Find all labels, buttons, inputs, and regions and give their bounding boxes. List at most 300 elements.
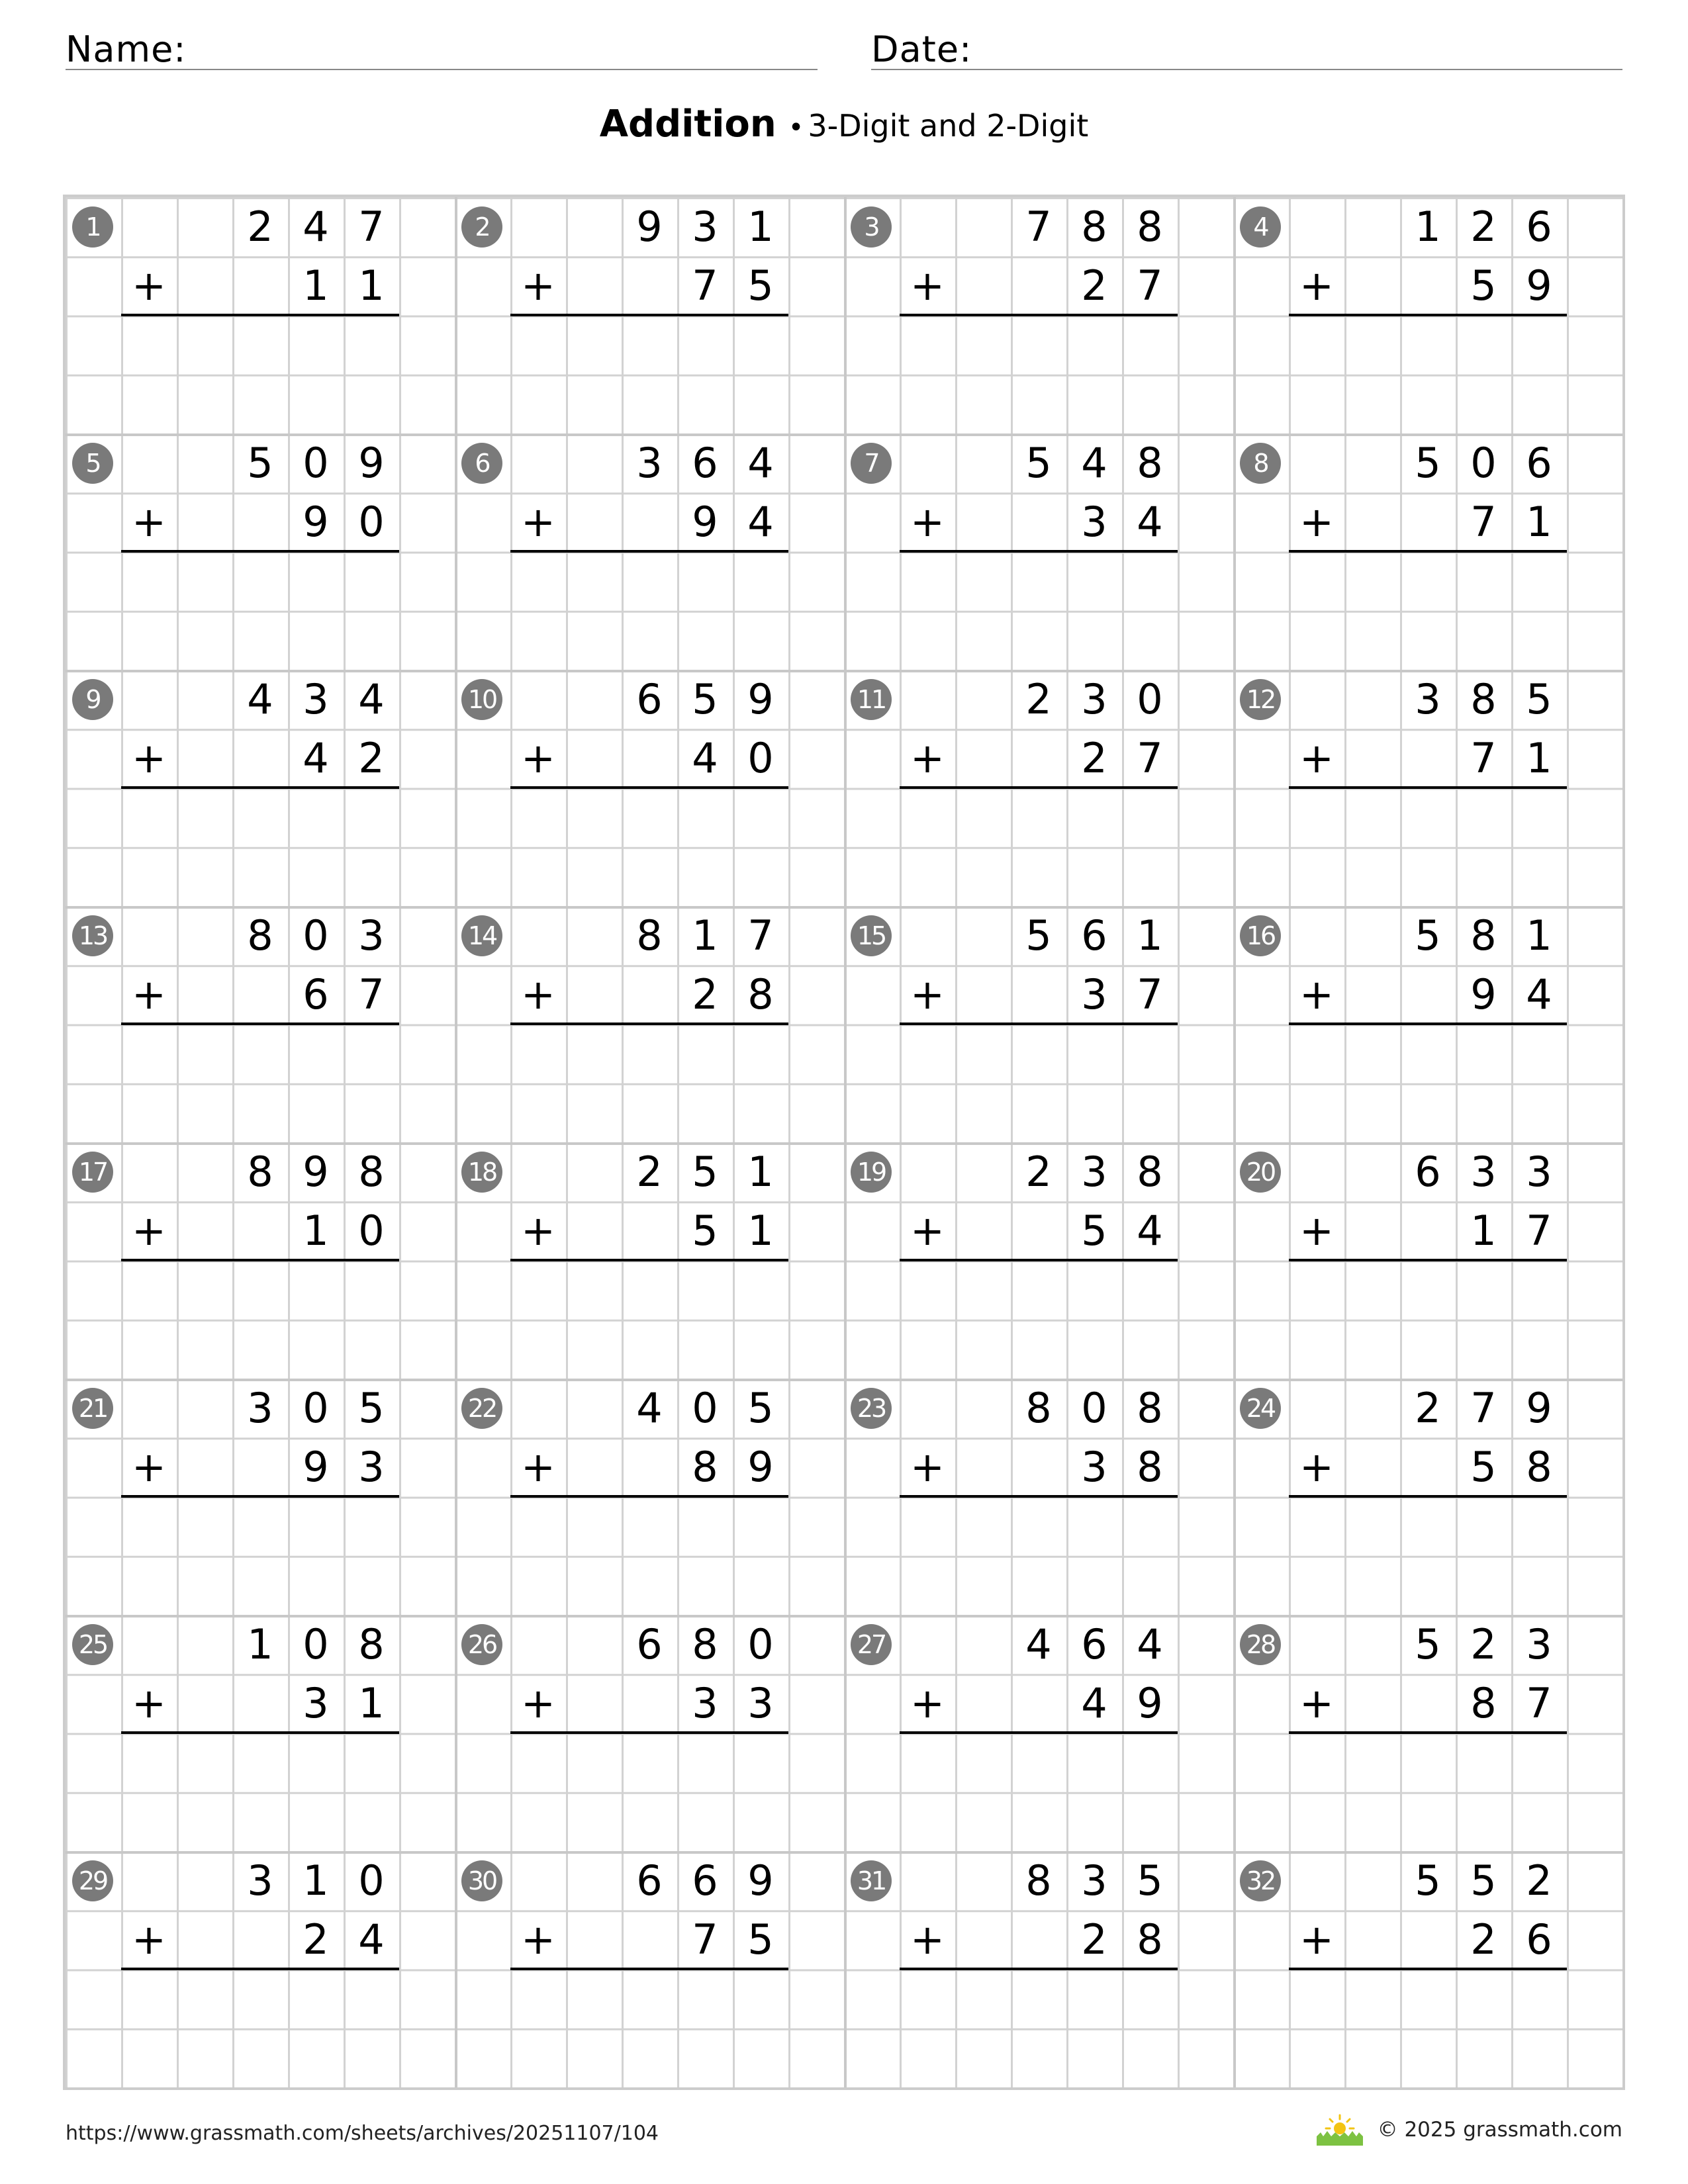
- sun-icon: [1326, 2115, 1354, 2134]
- answer-line: [1289, 1495, 1567, 1498]
- digit: [1011, 729, 1066, 788]
- addend-bottom: [1400, 729, 1567, 788]
- problem-number-badge: 10: [461, 679, 502, 720]
- problem-block: [1233, 433, 1622, 670]
- digit: 7: [692, 1915, 718, 1964]
- digit: 5: [1025, 911, 1052, 960]
- addend-bottom: [232, 1201, 399, 1260]
- digit: 5: [1526, 675, 1552, 723]
- digit: [1400, 729, 1456, 788]
- digit: 2: [1470, 203, 1497, 251]
- addend-top: [622, 906, 788, 965]
- problem-block: [455, 1142, 844, 1379]
- addend-top: [622, 1142, 788, 1201]
- answer-line: [1289, 550, 1567, 553]
- digit: 8: [1137, 1384, 1163, 1432]
- answer-line: [510, 786, 788, 789]
- digit: [1011, 1910, 1066, 1969]
- addend-top: [1400, 433, 1567, 492]
- problem-number-badge: 30: [461, 1860, 502, 1901]
- digit: 3: [358, 1443, 385, 1491]
- digit: 4: [247, 675, 273, 723]
- answer-line: [1289, 1968, 1567, 1970]
- plus-operator: +: [910, 1443, 945, 1491]
- digit: [232, 1201, 288, 1260]
- digit: 0: [358, 1206, 385, 1255]
- digit: 2: [692, 970, 718, 1019]
- problem-block: [844, 433, 1233, 670]
- problem-block: [455, 1615, 844, 1851]
- addend-bottom: [1011, 729, 1178, 788]
- digit: 8: [247, 911, 273, 960]
- problem-block: [844, 906, 1233, 1142]
- digit: [1400, 256, 1456, 315]
- digit: 7: [692, 261, 718, 310]
- plus-operator: +: [910, 970, 945, 1019]
- answer-line: [1289, 786, 1567, 789]
- problem-number-badge: 13: [72, 915, 113, 956]
- digit: 8: [1137, 1443, 1163, 1491]
- addend-bottom: [622, 492, 788, 551]
- digit: 9: [1470, 970, 1497, 1019]
- digit: 0: [1081, 1384, 1107, 1432]
- problem-number-badge: 6: [461, 443, 502, 484]
- digit: 4: [1081, 439, 1107, 487]
- digit: 0: [747, 734, 774, 782]
- problem-number-badge: 17: [72, 1152, 113, 1193]
- addend-bottom: [1011, 1437, 1178, 1496]
- digit: 7: [1137, 734, 1163, 782]
- plus-operator: +: [1299, 1443, 1334, 1491]
- worksheet-title: [0, 103, 1688, 146]
- digit: [1400, 1910, 1456, 1969]
- digit: 9: [303, 1443, 329, 1491]
- addend-top: [1011, 1851, 1178, 1910]
- answer-line: [900, 1259, 1178, 1261]
- digit: 6: [1081, 1620, 1107, 1668]
- digit: 2: [1081, 261, 1107, 310]
- problem-block: [455, 670, 844, 906]
- plus-operator: +: [521, 498, 555, 546]
- digit: [622, 1674, 677, 1733]
- plus-operator: +: [132, 1679, 166, 1727]
- addend-top: [622, 197, 788, 256]
- digit: 1: [747, 1206, 774, 1255]
- digit: 0: [303, 1620, 329, 1668]
- digit: 1: [1470, 1206, 1497, 1255]
- addend-top: [622, 1615, 788, 1674]
- digit: 6: [636, 1856, 663, 1905]
- problem-number-badge: 19: [851, 1152, 892, 1193]
- digit: 4: [303, 734, 329, 782]
- digit: 5: [1470, 1443, 1497, 1491]
- answer-line: [510, 550, 788, 553]
- addend-top: [1400, 197, 1567, 256]
- title-separator: •: [788, 113, 804, 143]
- digit: 3: [747, 1679, 774, 1727]
- digit: 8: [636, 911, 663, 960]
- digit: 5: [1081, 1206, 1107, 1255]
- digit: 3: [1526, 1148, 1552, 1196]
- digit: 6: [1526, 203, 1552, 251]
- plus-operator: +: [132, 1915, 166, 1964]
- digit: [232, 1910, 288, 1969]
- digit: 5: [1415, 911, 1441, 960]
- answer-line: [510, 1968, 788, 1970]
- digit: 1: [1526, 911, 1552, 960]
- digit: 1: [358, 1679, 385, 1727]
- digit: 3: [247, 1856, 273, 1905]
- digit: 9: [747, 1856, 774, 1905]
- digit: 5: [692, 1148, 718, 1196]
- plus-operator: +: [521, 1443, 555, 1491]
- digit: 8: [692, 1443, 718, 1491]
- digit: 4: [1137, 1620, 1163, 1668]
- addend-bottom: [622, 1437, 788, 1496]
- problem-block: [455, 906, 844, 1142]
- addend-bottom: [232, 729, 399, 788]
- digit: 0: [303, 1384, 329, 1432]
- addend-top: [232, 433, 399, 492]
- digit: 3: [1081, 1443, 1107, 1491]
- digit: 1: [1526, 498, 1552, 546]
- answer-line: [510, 1495, 788, 1498]
- problem-block: [844, 197, 1233, 433]
- digit: 4: [358, 675, 385, 723]
- digit: 4: [636, 1384, 663, 1432]
- digit: 6: [303, 970, 329, 1019]
- digit: 7: [1137, 970, 1163, 1019]
- addend-top: [1400, 670, 1567, 729]
- problem-block: [844, 1615, 1233, 1851]
- addend-bottom: [622, 1910, 788, 1969]
- digit: 2: [1526, 1856, 1552, 1905]
- digit: 6: [692, 1856, 718, 1905]
- digit: 1: [747, 203, 774, 251]
- digit: 8: [692, 1620, 718, 1668]
- answer-line: [121, 550, 399, 553]
- answer-line: [121, 1731, 399, 1734]
- addend-bottom: [1011, 1201, 1178, 1260]
- plus-operator: +: [132, 1206, 166, 1255]
- digit: 8: [358, 1148, 385, 1196]
- addend-top: [622, 1379, 788, 1437]
- title-subtitle: 3-Digit and 2-Digit: [808, 108, 1089, 144]
- digit: [1011, 256, 1066, 315]
- digit: [1400, 492, 1456, 551]
- digit: 5: [692, 675, 718, 723]
- problem-number-badge: 11: [851, 679, 892, 720]
- problem-block: [66, 433, 455, 670]
- problem-number-badge: 32: [1240, 1860, 1281, 1901]
- problem-number-badge: 23: [851, 1388, 892, 1429]
- digit: [232, 1437, 288, 1496]
- addend-bottom: [1011, 1910, 1178, 1969]
- addend-bottom: [622, 965, 788, 1024]
- digit: 7: [1526, 1679, 1552, 1727]
- digit: [622, 256, 677, 315]
- plus-operator: +: [910, 1206, 945, 1255]
- digit: 8: [1025, 1856, 1052, 1905]
- addend-bottom: [1400, 1674, 1567, 1733]
- digit: 8: [1137, 203, 1163, 251]
- problem-block: [455, 197, 844, 433]
- plus-operator: +: [521, 1679, 555, 1727]
- name-field[interactable]: [66, 24, 818, 70]
- problem-number-badge: 9: [72, 679, 113, 720]
- digit: 8: [1137, 1148, 1163, 1196]
- digit: 5: [692, 1206, 718, 1255]
- plus-operator: +: [521, 1206, 555, 1255]
- problem-block: [844, 1379, 1233, 1615]
- problem-block: [844, 1142, 1233, 1379]
- problem-block: [844, 670, 1233, 906]
- problem-block: [1233, 906, 1622, 1142]
- digit: 8: [1137, 1915, 1163, 1964]
- digit: [1400, 1437, 1456, 1496]
- date-label: Date:: [871, 28, 972, 70]
- problem-number-badge: 15: [851, 915, 892, 956]
- digit: 2: [1470, 1915, 1497, 1964]
- digit: 3: [1081, 675, 1107, 723]
- digit: 4: [1081, 1679, 1107, 1727]
- digit: 2: [1025, 675, 1052, 723]
- digit: 9: [1526, 1384, 1552, 1432]
- problem-block: [66, 197, 455, 433]
- answer-line: [510, 1023, 788, 1025]
- problem-block: [455, 433, 844, 670]
- digit: 3: [1470, 1148, 1497, 1196]
- answer-line: [900, 1968, 1178, 1970]
- addend-top: [1011, 197, 1178, 256]
- answer-line: [1289, 1731, 1567, 1734]
- plus-operator: +: [1299, 970, 1334, 1019]
- plus-operator: +: [910, 1915, 945, 1964]
- answer-line: [900, 786, 1178, 789]
- addend-bottom: [622, 256, 788, 315]
- digit: 3: [1081, 1856, 1107, 1905]
- problem-block: [66, 1142, 455, 1379]
- digit: 7: [1526, 1206, 1552, 1255]
- answer-line: [900, 1495, 1178, 1498]
- digit: 9: [747, 1443, 774, 1491]
- digit: 7: [1470, 498, 1497, 546]
- digit: [1011, 1201, 1066, 1260]
- digit: 4: [1137, 498, 1163, 546]
- problem-number-badge: 22: [461, 1388, 502, 1429]
- digit: 9: [303, 1148, 329, 1196]
- problem-block: [1233, 1615, 1622, 1851]
- answer-line: [900, 1731, 1178, 1734]
- addend-bottom: [232, 492, 399, 551]
- digit: [1400, 1201, 1456, 1260]
- problem-block: [66, 670, 455, 906]
- plus-operator: +: [910, 1679, 945, 1727]
- digit: 1: [303, 1856, 329, 1905]
- problem-number-badge: 8: [1240, 443, 1281, 484]
- title-main: Addition: [599, 103, 776, 146]
- digit: 2: [636, 1148, 663, 1196]
- addend-top: [232, 1615, 399, 1674]
- digit: 2: [1025, 1148, 1052, 1196]
- addend-top: [1400, 1615, 1567, 1674]
- digit: 6: [636, 1620, 663, 1668]
- grass-sun-logo-icon: [1315, 2113, 1364, 2147]
- problem-number-badge: 1: [72, 206, 113, 248]
- digit: 4: [1137, 1206, 1163, 1255]
- addend-top: [1400, 1379, 1567, 1437]
- addend-bottom: [622, 1674, 788, 1733]
- digit: 3: [247, 1384, 273, 1432]
- problem-number-badge: 3: [851, 206, 892, 248]
- digit: 1: [1137, 911, 1163, 960]
- digit: 9: [1526, 261, 1552, 310]
- plus-operator: +: [1299, 1915, 1334, 1964]
- digit: 1: [303, 1206, 329, 1255]
- plus-operator: +: [132, 261, 166, 310]
- digit: 5: [1415, 1620, 1441, 1668]
- digit: 6: [636, 675, 663, 723]
- problem-number-badge: 7: [851, 443, 892, 484]
- digit: [232, 729, 288, 788]
- digit: 0: [1137, 675, 1163, 723]
- digit: 1: [692, 911, 718, 960]
- addend-bottom: [232, 1437, 399, 1496]
- problem-number-badge: 18: [461, 1152, 502, 1193]
- digit: 7: [1470, 1384, 1497, 1432]
- digit: 7: [358, 203, 385, 251]
- digit: 2: [1081, 734, 1107, 782]
- addend-bottom: [1011, 1674, 1178, 1733]
- answer-line: [121, 786, 399, 789]
- digit: 7: [358, 970, 385, 1019]
- answer-line: [510, 1731, 788, 1734]
- problem-block: [844, 1851, 1233, 2087]
- addend-bottom: [1011, 492, 1178, 551]
- digit: [622, 729, 677, 788]
- digit: 2: [1081, 1915, 1107, 1964]
- digit: 5: [1415, 439, 1441, 487]
- digit: 2: [303, 1915, 329, 1964]
- addend-bottom: [1400, 1201, 1567, 1260]
- date-field[interactable]: [871, 24, 1622, 70]
- digit: 3: [358, 911, 385, 960]
- problem-block: [1233, 1142, 1622, 1379]
- digit: 8: [1025, 1384, 1052, 1432]
- digit: [1011, 492, 1066, 551]
- digit: 0: [303, 439, 329, 487]
- addend-top: [1011, 1379, 1178, 1437]
- digit: 8: [1470, 1679, 1497, 1727]
- name-label: Name:: [66, 28, 187, 70]
- problem-number-badge: 26: [461, 1624, 502, 1665]
- problem-block: [66, 1851, 455, 2087]
- addend-top: [1011, 1142, 1178, 1201]
- digit: 4: [692, 734, 718, 782]
- digit: 5: [247, 439, 273, 487]
- digit: 5: [1415, 1856, 1441, 1905]
- digit: 3: [1526, 1620, 1552, 1668]
- digit: 7: [1025, 203, 1052, 251]
- digit: 9: [692, 498, 718, 546]
- digit: 1: [1526, 734, 1552, 782]
- plus-operator: +: [521, 261, 555, 310]
- plus-operator: +: [910, 261, 945, 310]
- addend-top: [1400, 906, 1567, 965]
- problem-block: [66, 906, 455, 1142]
- addend-bottom: [1400, 965, 1567, 1024]
- problem-block: [455, 1851, 844, 2087]
- digit: [622, 1910, 677, 1969]
- addend-bottom: [232, 1674, 399, 1733]
- digit: 1: [747, 1148, 774, 1196]
- addend-bottom: [232, 256, 399, 315]
- digit: 3: [692, 1679, 718, 1727]
- addend-top: [232, 1379, 399, 1437]
- digit: 4: [1025, 1620, 1052, 1668]
- digit: 2: [247, 203, 273, 251]
- addend-top: [622, 670, 788, 729]
- digit: [232, 492, 288, 551]
- addend-bottom: [622, 729, 788, 788]
- problem-block: [66, 1379, 455, 1615]
- answer-line: [900, 314, 1178, 316]
- plus-operator: +: [1299, 498, 1334, 546]
- digit: 9: [636, 203, 663, 251]
- digit: [622, 965, 677, 1024]
- digit: 0: [358, 1856, 385, 1905]
- digit: [622, 1437, 677, 1496]
- addend-bottom: [1400, 492, 1567, 551]
- answer-line: [121, 1259, 399, 1261]
- problem-block: [1233, 1851, 1622, 2087]
- digit: 6: [692, 439, 718, 487]
- digit: 2: [1470, 1620, 1497, 1668]
- digit: 8: [1081, 203, 1107, 251]
- problem-number-badge: 25: [72, 1624, 113, 1665]
- problem-number-badge: 12: [1240, 679, 1281, 720]
- plus-operator: +: [1299, 1679, 1334, 1727]
- plus-operator: +: [1299, 1206, 1334, 1255]
- digit: 2: [358, 734, 385, 782]
- digit: 5: [747, 1384, 774, 1432]
- digit: [1011, 965, 1066, 1024]
- digit: 7: [747, 911, 774, 960]
- footer-branding: [1315, 2113, 1622, 2147]
- answer-line: [510, 1259, 788, 1261]
- digit: 6: [1526, 1915, 1552, 1964]
- addend-top: [1400, 1851, 1567, 1910]
- problem-number-badge: 28: [1240, 1624, 1281, 1665]
- digit: 0: [358, 498, 385, 546]
- problem-number-badge: 4: [1240, 206, 1281, 248]
- digit: 3: [1415, 675, 1441, 723]
- digit: 4: [1526, 970, 1552, 1019]
- digit: [1011, 1674, 1066, 1733]
- digit: 2: [1415, 1384, 1441, 1432]
- digit: 8: [1526, 1443, 1552, 1491]
- footer-url: https://www.grassmath.com/sheets/archives/20251107/104: [66, 2122, 659, 2145]
- digit: 3: [636, 439, 663, 487]
- answer-line: [121, 314, 399, 316]
- problem-number-badge: 27: [851, 1624, 892, 1665]
- digit: 3: [303, 675, 329, 723]
- addend-top: [1011, 670, 1178, 729]
- digit: 1: [358, 261, 385, 310]
- plus-operator: +: [521, 734, 555, 782]
- digit: 3: [1081, 970, 1107, 1019]
- plus-operator: +: [132, 498, 166, 546]
